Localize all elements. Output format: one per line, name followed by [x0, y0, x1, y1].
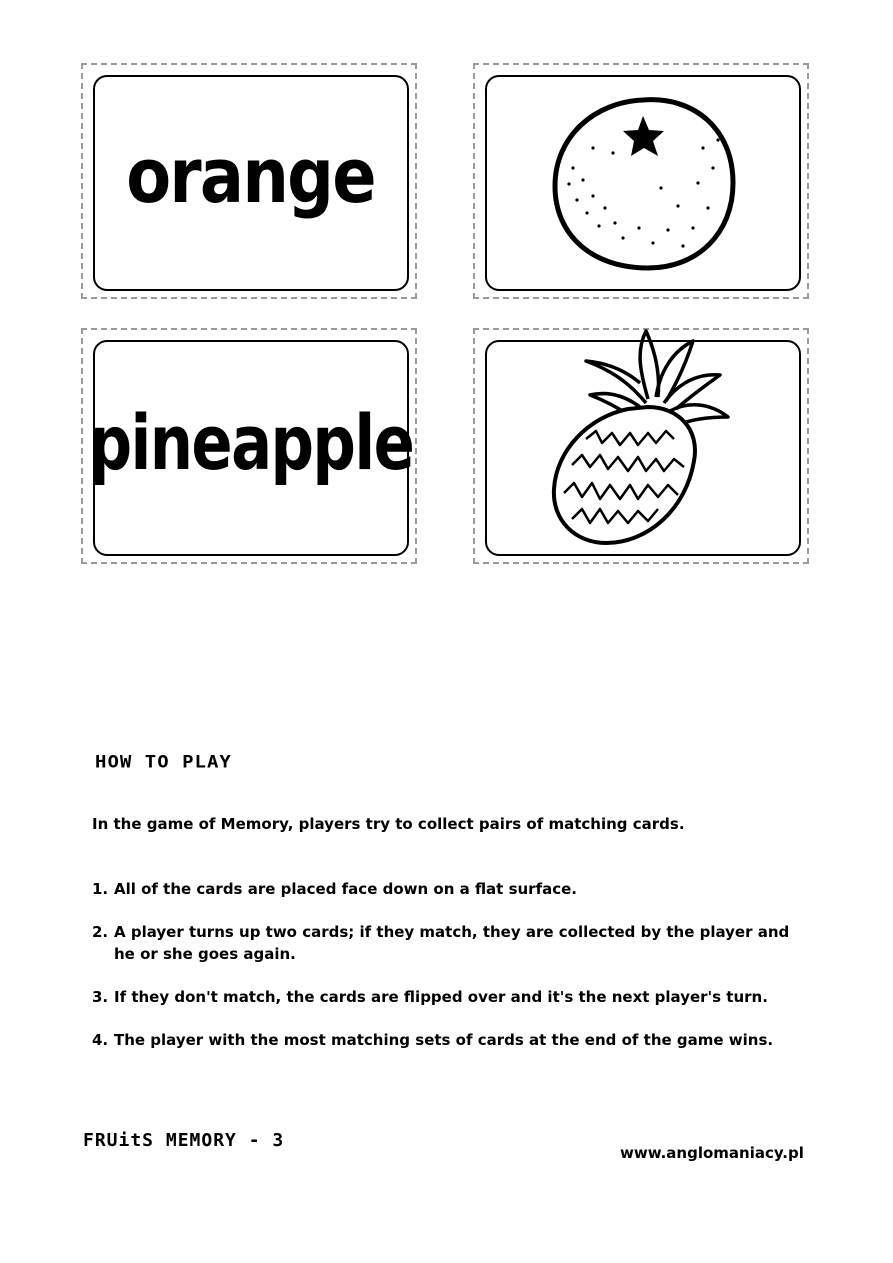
word-card-orange — [93, 75, 409, 291]
rule-item — [92, 986, 822, 1008]
card-cut-frame — [81, 63, 417, 299]
rule-number: 2. — [92, 923, 109, 941]
word-card-pineapple — [88, 340, 414, 556]
picture-card-orange — [485, 75, 801, 291]
card-word: pineapple — [88, 398, 414, 487]
pineapple-icon — [528, 321, 758, 551]
rule-text: A player turns up two cards; if they match, they are collected by the player and he or she goes again. — [114, 923, 790, 963]
how-to-play-heading: HOW TO PLAY — [95, 752, 232, 772]
orange-icon — [543, 88, 743, 278]
picture-card-pineapple — [485, 340, 801, 556]
card-cut-frame — [81, 328, 417, 564]
card-cut-frame — [473, 328, 809, 564]
footer-title: FRUitS MEMORY - 3 — [83, 1130, 285, 1151]
rule-number: 4. — [92, 1031, 109, 1049]
rules-list — [92, 878, 822, 1072]
rule-text: All of the cards are placed face down on a flat surface. — [114, 880, 577, 898]
website-link[interactable]: www.anglomaniacy.pl — [620, 1144, 804, 1162]
card-cut-frame — [473, 63, 809, 299]
rule-number: 3. — [92, 988, 109, 1006]
card-word: orange — [126, 131, 376, 220]
rule-number: 1. — [92, 880, 109, 898]
rule-text: If they don't match, the cards are flipped over and it's the next player's turn. — [114, 988, 768, 1006]
rule-item — [92, 921, 822, 965]
rule-text: The player with the most matching sets of cards at the end of the game wins. — [114, 1031, 774, 1049]
intro-text: In the game of Memory, players try to collect pairs of matching cards. — [92, 815, 685, 833]
rule-item — [92, 1029, 822, 1051]
rule-item — [92, 878, 822, 900]
